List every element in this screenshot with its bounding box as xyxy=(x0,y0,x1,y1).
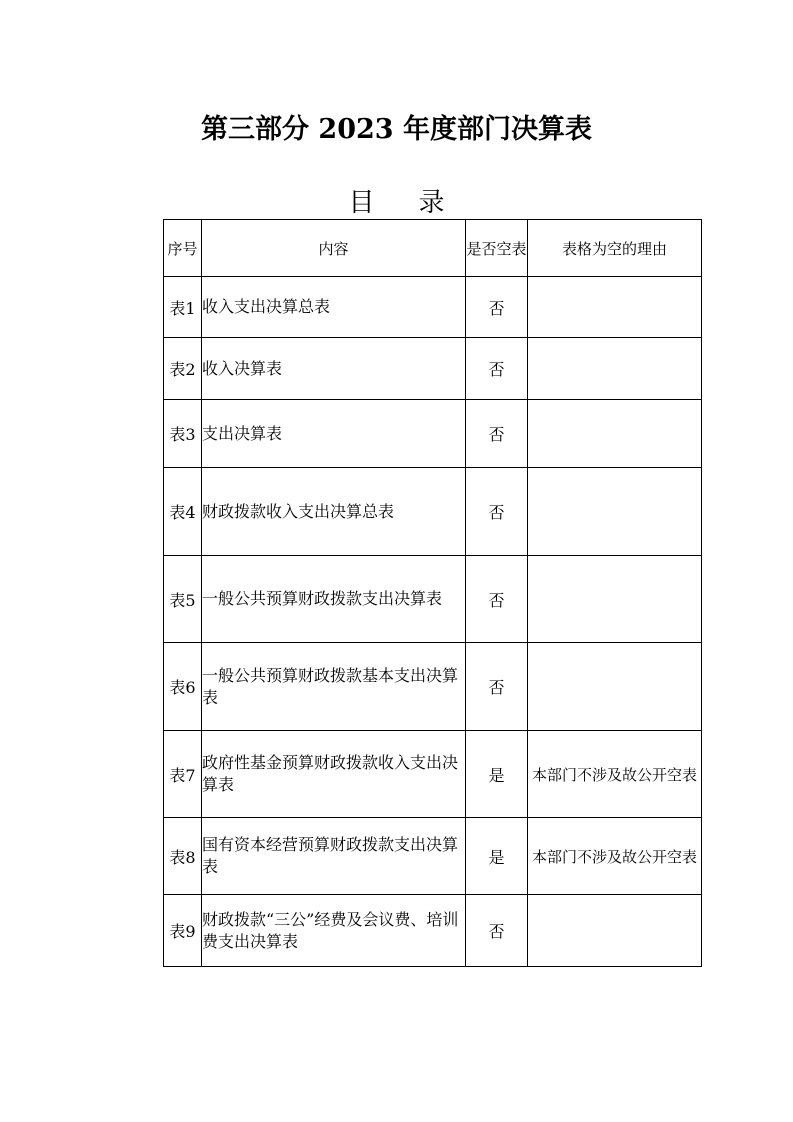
row-content: 一般公共预算财政拨款基本支出决算表 xyxy=(202,643,466,731)
row-seq: 表9 xyxy=(164,895,202,967)
row-is-empty: 否 xyxy=(466,400,528,468)
row-content: 国有资本经营预算财政拨款支出决算表 xyxy=(202,818,466,895)
row-seq: 表8 xyxy=(164,818,202,895)
header-is-empty: 是否空表 xyxy=(466,220,528,277)
row-reason xyxy=(528,468,702,556)
row-content: 一般公共预算财政拨款支出决算表 xyxy=(202,556,466,643)
catalog-table xyxy=(163,219,702,967)
row-is-empty: 否 xyxy=(466,643,528,731)
table-row xyxy=(164,468,702,556)
row-reason: 本部门不涉及故公开空表 xyxy=(528,818,702,895)
row-seq: 表7 xyxy=(164,731,202,818)
table-row xyxy=(164,556,702,643)
table-row xyxy=(164,731,702,818)
row-is-empty: 否 xyxy=(466,468,528,556)
row-reason xyxy=(528,338,702,400)
row-is-empty: 是 xyxy=(466,731,528,818)
row-content: 收入决算表 xyxy=(202,338,466,400)
row-seq: 表6 xyxy=(164,643,202,731)
row-seq: 表1 xyxy=(164,277,202,338)
row-is-empty: 否 xyxy=(466,338,528,400)
header-seq: 序号 xyxy=(164,220,202,277)
row-reason xyxy=(528,277,702,338)
row-seq: 表5 xyxy=(164,556,202,643)
row-is-empty: 否 xyxy=(466,556,528,643)
catalog-heading: 目录 xyxy=(348,188,489,218)
row-reason xyxy=(528,643,702,731)
table-row xyxy=(164,818,702,895)
row-content: 财政拨款“三公”经费及会议费、培训费支出决算表 xyxy=(202,895,466,967)
row-seq: 表3 xyxy=(164,400,202,468)
row-is-empty: 否 xyxy=(466,895,528,967)
row-is-empty: 是 xyxy=(466,818,528,895)
header-content: 内容 xyxy=(202,220,466,277)
row-content: 政府性基金预算财政拨款收入支出决算表 xyxy=(202,731,466,818)
row-reason xyxy=(528,895,702,967)
table-row xyxy=(164,338,702,400)
table-row xyxy=(164,277,702,338)
page-title: 第三部分 2023 年度部门决算表 xyxy=(201,114,592,145)
header-reason: 表格为空的理由 xyxy=(528,220,702,277)
table-row xyxy=(164,895,702,967)
table-row xyxy=(164,400,702,468)
row-content: 财政拨款收入支出决算总表 xyxy=(202,468,466,556)
row-is-empty: 否 xyxy=(466,277,528,338)
row-reason xyxy=(528,556,702,643)
row-seq: 表2 xyxy=(164,338,202,400)
table-header-row xyxy=(164,220,702,277)
row-content: 支出决算表 xyxy=(202,400,466,468)
row-content: 收入支出决算总表 xyxy=(202,277,466,338)
table-row xyxy=(164,643,702,731)
row-reason: 本部门不涉及故公开空表 xyxy=(528,731,702,818)
row-seq: 表4 xyxy=(164,468,202,556)
row-reason xyxy=(528,400,702,468)
